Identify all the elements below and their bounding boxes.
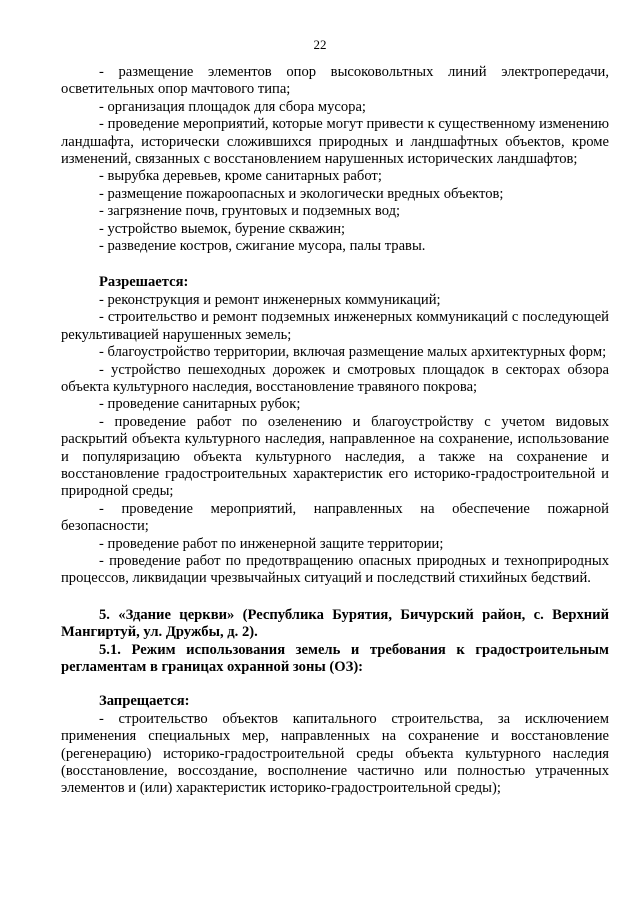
list-item: - устройство пешеходных дорожек и смотровых площадок в секторах обзора объекта культурного наследия, восстановление травяного покрова; <box>61 361 609 395</box>
list-item: - проведение мероприятий, направленных на обеспечение пожарной безопасности; <box>61 500 609 535</box>
subsection-title: 5.1. Режим использования земель и требования к градостроительным регламентам в границах охранной зоны (ОЗ): <box>61 641 609 675</box>
list-item: - строительство и ремонт подземных инженерных коммуникаций с последующей рекультивацией нарушенных земель; <box>61 309 609 343</box>
list-item: - загрязнение почв, грунтовых и подземных вод; <box>99 203 401 220</box>
list-item: - разведение костров, сжигание мусора, палы травы. <box>99 238 426 255</box>
list-item: - организация площадок для сбора мусора; <box>99 98 366 115</box>
list-item: - реконструкция и ремонт инженерных коммуникаций; <box>99 291 441 308</box>
list-item: - устройство выемок, бурение скважин; <box>99 220 346 237</box>
allowed-heading: Разрешается: <box>99 274 189 291</box>
page-number: 22 <box>313 37 327 52</box>
list-item: - проведение мероприятий, которые могут привести к существенному изменению ландшафта, исторически сложившихся природных и ландшафтных объектов, кроме изменений, связанных с восстановлением нарушенных исторических ландшафтов; <box>61 116 609 168</box>
section-title: 5. «Здание церкви» (Республика Бурятия, Бичурский район, с. Верхний Мангиртуй, ул. Дружбы, д. 2). <box>61 606 609 641</box>
forbidden-heading: Запрещается: <box>99 693 190 710</box>
list-item: - проведение работ по инженерной защите территории; <box>99 535 444 552</box>
list-item: - проведение работ по предотвращению опасных природных и технoприродных процессов, ликвидации чрезвычайных ситуаций и последствий стихийных бедствий. <box>61 552 609 587</box>
list-item: - проведение санитарных рубок; <box>99 396 301 413</box>
list-item: - вырубка деревьев, кроме санитарных работ; <box>99 168 382 185</box>
list-item: - строительство объектов капитального строительства, за исключением применения специальных мер, направленных на сохранение и восстановление (регенерацию) историко-градостроительной среды объекта культурного наследия (восстановление, воссоздание, восполнение частично или полностью утраченных элементов и (или) характеристик историко-градостроительной среды); <box>61 710 609 797</box>
list-item: - благоустройство территории, включая размещение малых архитектурных форм; <box>99 344 607 361</box>
list-item: - проведение работ по озеленению и благоустройству с учетом видовых раскрытий объекта культурного наследия, направленное на сохранение, использование и популяризацию объекта культурного наследия, а также на сохранение и восстановление градостроительных характеристик его историко-градостроительной и природной среды; <box>61 413 609 500</box>
list-item: - размещение пожароопасных и экологически вредных объектов; <box>99 185 504 202</box>
document-body <box>61 64 609 798</box>
list-item: - размещение элементов опор высоковольтных линий электропередачи, осветительных опор мачтового типа; <box>61 64 609 98</box>
